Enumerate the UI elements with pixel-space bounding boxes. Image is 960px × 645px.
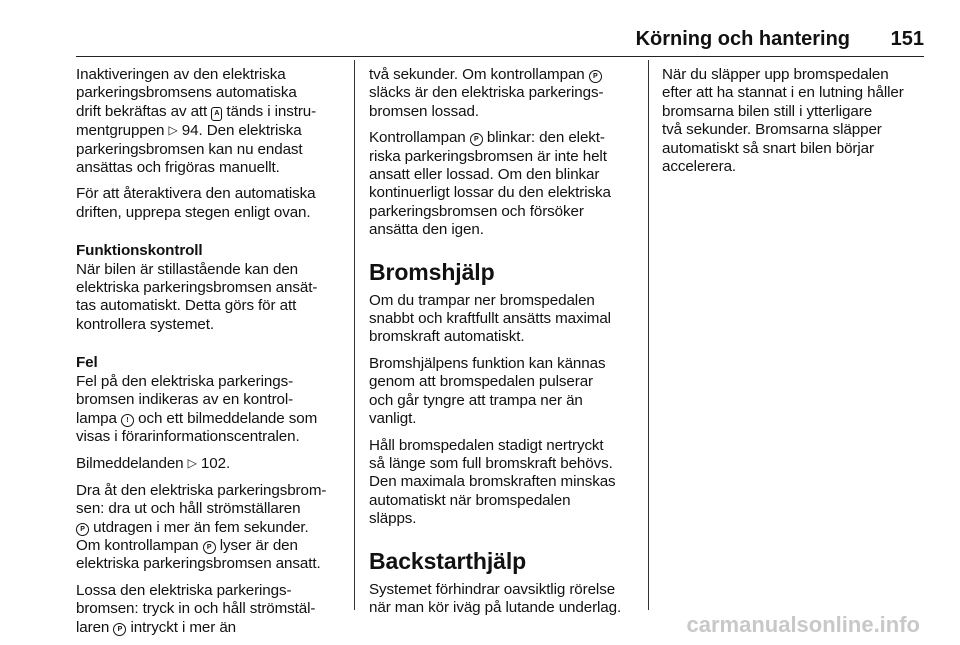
paragraph-release-confirm: två sekunder. Om kontrollampan P släcks är den elektriska parkerings- bromsen lossad. bbox=[369, 66, 604, 120]
parking-brake-icon: P bbox=[203, 541, 216, 554]
running-header-title: Körning och hantering bbox=[635, 28, 850, 50]
watermark: carmanualsonline.info bbox=[686, 612, 920, 637]
paragraph-reactivate: För att återaktivera den automatiska driften, upprepa stegen enligt ovan. bbox=[76, 185, 316, 221]
paragraph-brake-assist-1: Om du trampar ner bromspedalen snabbt och kraftfullt ansätts maximal bromskraft automatiskt. bbox=[369, 291, 611, 346]
paragraph-apply-brake: Dra åt den elektriska parkeringsbrom- sen: dra ut och håll strömställaren P utdragen i mer än fem sekunder. Om kontrollampan P lyser är den elektriska parkeringsbromsen ansatt. bbox=[76, 481, 327, 573]
column-divider-1 bbox=[354, 60, 355, 610]
auto-park-off-icon: A bbox=[211, 107, 222, 121]
paragraph-release-brake: Lossa den elektriska parkerings- bromsen: tryck in och håll strömstäl- laren P intryckt i mer än bbox=[76, 581, 316, 636]
column-3 bbox=[662, 66, 932, 184]
paragraph-hill-hold: När du släpper upp bromspedalen efter att ha stannat i en lutning håller bromsarna bilen still i ytterligare två sekunder. Bromsarna släpper automatiskt så snart bilen börjar accelerera. bbox=[662, 66, 904, 176]
heading-hill-start-assist: Backstarthjälp bbox=[369, 547, 527, 574]
paragraph-brake-assist-3: Håll bromspedalen stadigt nertryckt så länge som full bromskraft behövs. Den maximala bromskraften minskas automatiskt när bromspedalen släpps. bbox=[369, 436, 616, 528]
column-divider-2 bbox=[648, 60, 649, 610]
paragraph-vehicle-messages: Bilmeddelanden ▷ 102. bbox=[76, 455, 231, 473]
paragraph-function-check: När bilen är stillastående kan den elektriska parkeringsbromsen ansät- tas automatiskt. Detta görs för att kontrollera systemet. bbox=[76, 260, 318, 333]
page-reference-arrow-icon: ▷ bbox=[168, 123, 178, 138]
paragraph-auto-inactivation: Inaktiveringen av den elektriska parkeringsbromsens automatiska drift bekräftas av att A tänds i instru- mentgruppen ▷ 94. Den elektriska parkeringsbromsen kan nu endast ansättas och frigöras manuellt. bbox=[76, 66, 317, 177]
paragraph-hill-start-assist: Systemet förhindrar oavsiktlig rörelse när man kör iväg på lutande underlag. bbox=[369, 580, 622, 616]
paragraph-brake-assist-2: Bromshjälpens funktion kan kännas genom att bromspedalen pulserar och går tyngre att trampa ner än vanligt. bbox=[369, 354, 606, 428]
page-reference-arrow-icon: ▷ bbox=[187, 456, 197, 471]
column-2 bbox=[369, 66, 637, 625]
page-number: 151 bbox=[890, 28, 924, 50]
parking-brake-icon: P bbox=[589, 70, 602, 83]
parking-brake-icon: P bbox=[113, 623, 126, 636]
parking-brake-icon: P bbox=[76, 523, 89, 536]
header-divider bbox=[76, 56, 924, 57]
subheading-function-check: Funktionskontroll bbox=[76, 242, 203, 260]
paragraph-fault: Fel på den elektriska parkerings- bromsen indikeras av en kontrol- lampa ! och ett bilmeddelande som visas i förarinformationscentralen. bbox=[76, 372, 318, 445]
parking-brake-icon: P bbox=[470, 133, 483, 146]
brake-fault-icon: ! bbox=[121, 414, 134, 427]
paragraph-lamp-flashing: Kontrollampan P blinkar: den elekt- riska parkeringsbromsen är inte helt ansatt eller lossad. Om den blinkar kontinuerligt lossar du den elektriska parkeringsbromsen och försöker ansätta den igen. bbox=[369, 129, 611, 239]
subheading-fault: Fel bbox=[76, 354, 98, 372]
heading-brake-assist: Bromshjälp bbox=[369, 258, 495, 285]
column-1 bbox=[76, 66, 344, 645]
